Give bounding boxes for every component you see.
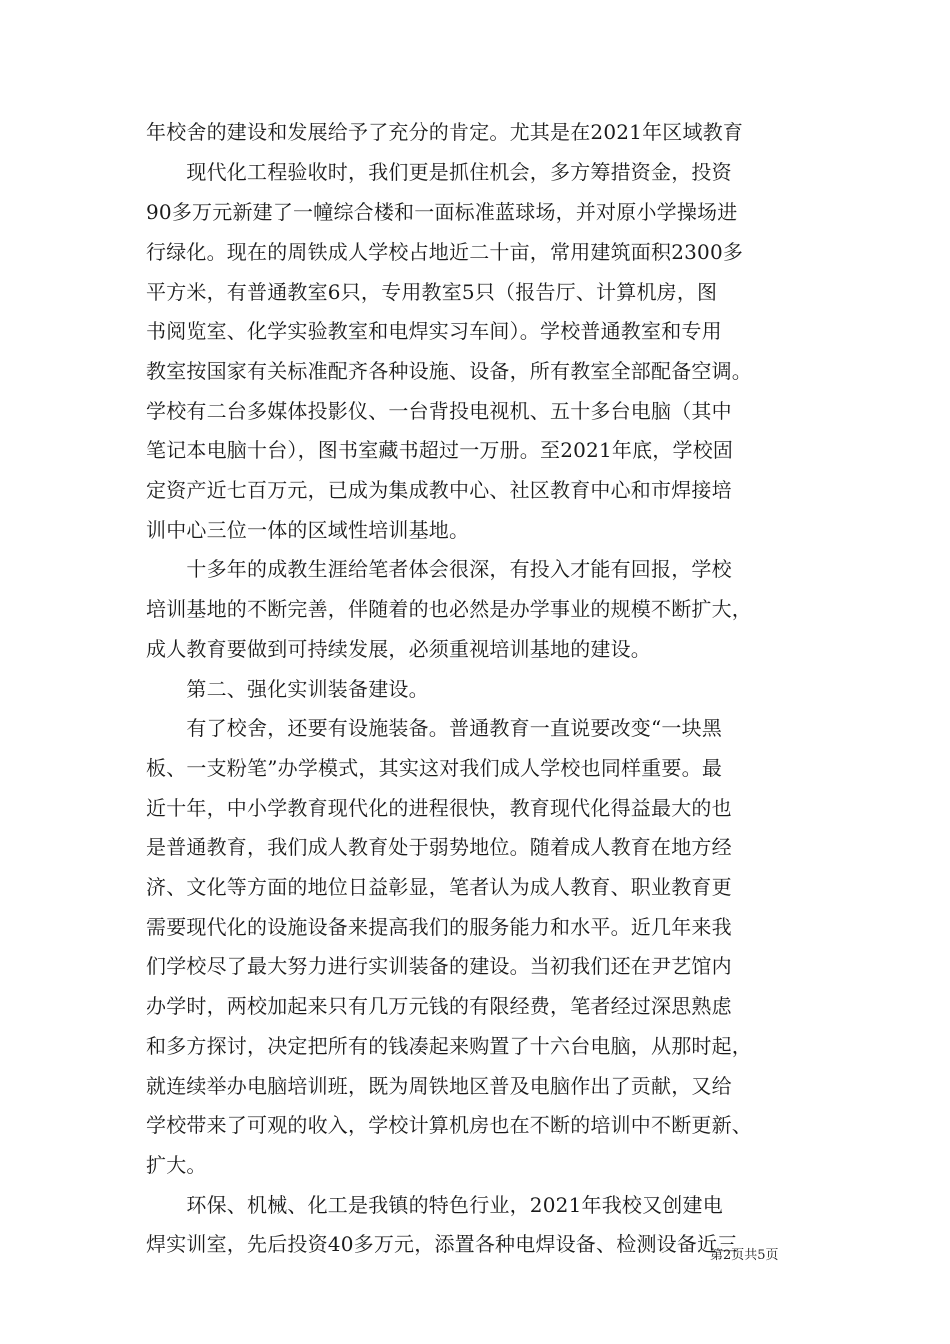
text-line: 平方米，有普通教室6只，专用教室5只（报告厅、计算机房，图: [146, 280, 718, 304]
text-line: 教室按国家有关标准配齐各种设施、设备，所有教室全部配备空调。: [146, 359, 752, 383]
text-line: 学校有二台多媒体投影仪、一台背投电视机、五十多台电脑（其中: [146, 399, 732, 423]
text-line: 们学校尽了最大努力进行实训装备的建设。当初我们还在尹艺馆内: [146, 954, 732, 978]
text-line: 是普通教育，我们成人教育处于弱势地位。随着成人教育在地方经: [146, 835, 732, 859]
text-line: 和多方探讨，决定把所有的钱凑起来购置了十六台电脑，从那时起，: [146, 1034, 752, 1058]
text-line: 行绿化。现在的周铁成人学校占地近二十亩，常用建筑面积2300多: [146, 240, 744, 264]
text-line: 办学时，两校加起来只有几万元钱的有限经费，笔者经过深思熟虑: [146, 994, 732, 1018]
text-line: 环保、机械、化工是我镇的特色行业，2021年我校又创建电: [146, 1193, 723, 1217]
page-number: 第2页共5页: [710, 1248, 779, 1263]
text-line: 近十年，中小学教育现代化的进程很快，教育现代化得益最大的也: [146, 796, 732, 820]
text-line: 年校舍的建设和发展给予了充分的肯定。尤其是在2021年区域教育: [146, 120, 744, 144]
text-line: 训中心三位一体的区域性培训基地。: [146, 518, 470, 542]
text-line: 十多年的成教生涯给笔者体会很深，有投入才能有回报，学校: [146, 557, 732, 581]
text-line: 笔记本电脑十台），图书室藏书超过一万册。至2021年底，学校固: [146, 438, 734, 462]
text-line: 成人教育要做到可持续发展，必须重视培训基地的建设。: [146, 637, 651, 661]
text-line: 有了校舍，还要有设施装备。普通教育一直说要改变“一块黑: [146, 716, 723, 740]
text-line: 现代化工程验收时，我们更是抓住机会，多方筹措资金，投资: [146, 160, 732, 184]
text-line: 焊实训室，先后投资40多万元，添置各种电焊设备、检测设备近三: [146, 1232, 738, 1256]
text-line: 学校带来了可观的收入，学校计算机房也在不断的培训中不断更新、: [146, 1113, 752, 1137]
text-line: 书阅览室、化学实验教室和电焊实习车间）。学校普通教室和专用: [146, 319, 722, 343]
text-line: 板、一支粉笔”办学模式，其实这对我们成人学校也同样重要。最: [146, 756, 723, 780]
section-heading: 第二、强化实训装备建设。: [146, 677, 429, 701]
text-line: 定资产近七百万元，已成为集成教中心、社区教育中心和市焊接培: [146, 478, 732, 502]
text-line: 就连续举办电脑培训班，既为周铁地区普及电脑作出了贡献，又给: [146, 1074, 732, 1098]
text-line: 扩大。: [146, 1153, 207, 1177]
text-line: 90多万元新建了一幢综合楼和一面标准蓝球场，并对原小学操场进: [146, 200, 738, 224]
text-line: 培训基地的不断完善，伴随着的也必然是办学事业的规模不断扩大，: [146, 597, 752, 621]
text-line: 需要现代化的设施设备来提高我们的服务能力和水平。近几年来我: [146, 915, 732, 939]
text-line: 济、文化等方面的地位日益彰显，笔者认为成人教育、职业教育更: [146, 875, 732, 899]
